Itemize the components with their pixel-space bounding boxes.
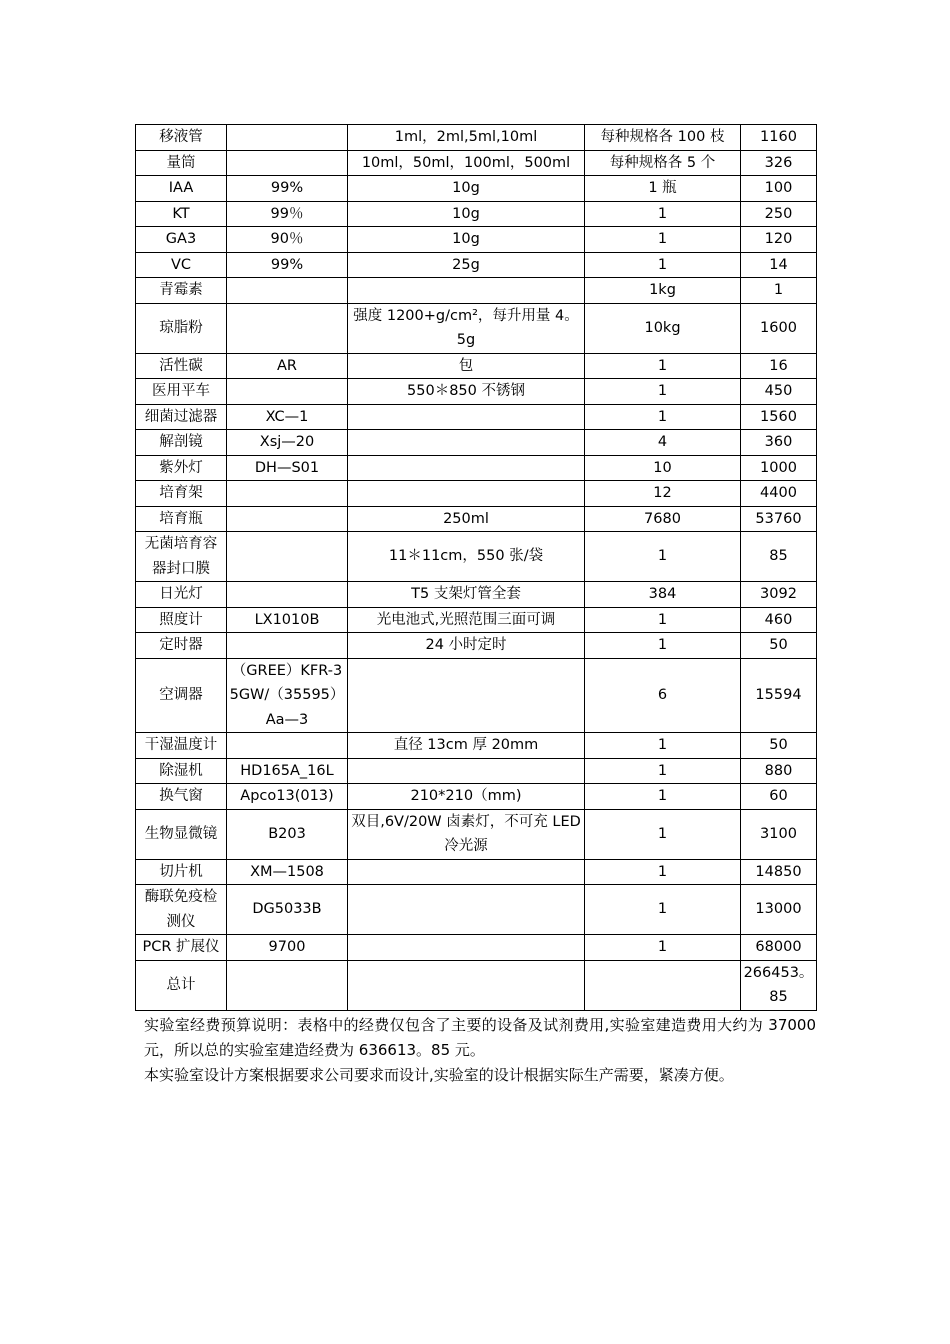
spec-cell — [348, 758, 585, 784]
total-row — [136, 960, 817, 1010]
quantity-cell: 4 — [585, 430, 741, 456]
spec-cell: T5 支架灯管全套 — [348, 582, 585, 608]
table-row — [136, 582, 817, 608]
budget-table — [135, 124, 817, 1011]
notes-section — [135, 1013, 816, 1088]
price-cell: 4400 — [741, 481, 817, 507]
price-cell: 266453。85 — [741, 960, 817, 1010]
quantity-cell — [585, 960, 741, 1010]
quantity-cell: 6 — [585, 658, 741, 733]
model-cell — [227, 532, 348, 582]
item-name-cell: PCR 扩展仪 — [136, 935, 227, 961]
price-cell: 14850 — [741, 859, 817, 885]
model-cell: AR — [227, 353, 348, 379]
item-name-cell: 青霉素 — [136, 278, 227, 304]
price-cell: 250 — [741, 201, 817, 227]
table-row — [136, 227, 817, 253]
table-row — [136, 201, 817, 227]
quantity-cell: 7680 — [585, 506, 741, 532]
spec-cell: 强度 1200+g/cm²，每升用量 4。5g — [348, 303, 585, 353]
model-cell — [227, 278, 348, 304]
spec-cell — [348, 455, 585, 481]
quantity-cell: 1 — [585, 532, 741, 582]
spec-cell — [348, 960, 585, 1010]
spec-cell: 250ml — [348, 506, 585, 532]
model-cell — [227, 633, 348, 659]
spec-cell — [348, 885, 585, 935]
price-cell: 460 — [741, 607, 817, 633]
table-row — [136, 379, 817, 405]
price-cell: 3092 — [741, 582, 817, 608]
model-cell — [227, 379, 348, 405]
item-name-cell: GA3 — [136, 227, 227, 253]
design-note: 本实验室设计方案根据要求公司要求而设计,实验室的设计根据实际生产需要，紧凑方便。 — [144, 1065, 734, 1084]
item-name-cell: 换气窗 — [136, 784, 227, 810]
table-row — [136, 125, 817, 151]
spec-cell — [348, 658, 585, 733]
price-cell: 3100 — [741, 809, 817, 859]
table-row — [136, 176, 817, 202]
price-cell: 85 — [741, 532, 817, 582]
price-cell: 450 — [741, 379, 817, 405]
price-cell: 1560 — [741, 404, 817, 430]
item-name-cell: VC — [136, 252, 227, 278]
price-cell: 68000 — [741, 935, 817, 961]
price-cell: 15594 — [741, 658, 817, 733]
quantity-cell: 1 — [585, 784, 741, 810]
table-row — [136, 733, 817, 759]
price-cell: 50 — [741, 633, 817, 659]
quantity-cell: 每种规格各 5 个 — [585, 150, 741, 176]
table-row — [136, 758, 817, 784]
item-name-cell: IAA — [136, 176, 227, 202]
table-row — [136, 506, 817, 532]
model-cell — [227, 506, 348, 532]
item-name-cell: 量筒 — [136, 150, 227, 176]
quantity-cell: 384 — [585, 582, 741, 608]
quantity-cell: 12 — [585, 481, 741, 507]
table-row — [136, 607, 817, 633]
model-cell: XM—1508 — [227, 859, 348, 885]
spec-cell — [348, 859, 585, 885]
model-cell — [227, 481, 348, 507]
quantity-cell: 每种规格各 100 枝 — [585, 125, 741, 151]
price-cell: 880 — [741, 758, 817, 784]
spec-cell: 24 小时定时 — [348, 633, 585, 659]
item-name-cell: 培育瓶 — [136, 506, 227, 532]
quantity-cell: 1 — [585, 633, 741, 659]
spec-cell: 双目,6V/20W 卤素灯，不可充 LED 冷光源 — [348, 809, 585, 859]
table-row — [136, 353, 817, 379]
table-row — [136, 633, 817, 659]
quantity-cell: 1 — [585, 859, 741, 885]
price-cell: 14 — [741, 252, 817, 278]
quantity-cell: 1 — [585, 227, 741, 253]
item-name-cell: 紫外灯 — [136, 455, 227, 481]
document-page — [135, 124, 816, 1088]
model-cell: 90％ — [227, 227, 348, 253]
table-row — [136, 532, 817, 582]
price-cell: 60 — [741, 784, 817, 810]
quantity-cell: 1 — [585, 201, 741, 227]
model-cell: 99％ — [227, 201, 348, 227]
quantity-cell: 1 — [585, 404, 741, 430]
model-cell: DG5033B — [227, 885, 348, 935]
spec-cell: 25g — [348, 252, 585, 278]
model-cell — [227, 303, 348, 353]
quantity-cell: 1 — [585, 353, 741, 379]
price-cell: 360 — [741, 430, 817, 456]
quantity-cell: 1 — [585, 379, 741, 405]
item-name-cell: 无菌培育容器封口膜 — [136, 532, 227, 582]
item-name-cell: 医用平车 — [136, 379, 227, 405]
price-cell: 1160 — [741, 125, 817, 151]
table-row — [136, 481, 817, 507]
item-name-cell: 照度计 — [136, 607, 227, 633]
model-cell: 99% — [227, 252, 348, 278]
price-cell: 100 — [741, 176, 817, 202]
model-cell: （GREE）KFR-35GW/（35595）Aa—3 — [227, 658, 348, 733]
table-row — [136, 278, 817, 304]
item-name-cell: 活性碳 — [136, 353, 227, 379]
quantity-cell: 1 瓶 — [585, 176, 741, 202]
table-row — [136, 859, 817, 885]
quantity-cell: 1 — [585, 252, 741, 278]
table-row — [136, 303, 817, 353]
item-name-cell: 除湿机 — [136, 758, 227, 784]
model-cell: 99% — [227, 176, 348, 202]
model-cell: XC—1 — [227, 404, 348, 430]
spec-cell: 210*210（mm) — [348, 784, 585, 810]
spec-cell — [348, 430, 585, 456]
table-row — [136, 150, 817, 176]
quantity-cell: 1 — [585, 733, 741, 759]
price-cell: 16 — [741, 353, 817, 379]
table-row — [136, 658, 817, 733]
spec-cell: 1ml，2ml,5ml,10ml — [348, 125, 585, 151]
item-name-cell: 空调器 — [136, 658, 227, 733]
spec-cell: 包 — [348, 353, 585, 379]
price-cell: 13000 — [741, 885, 817, 935]
spec-cell — [348, 278, 585, 304]
price-cell: 1 — [741, 278, 817, 304]
price-cell: 1000 — [741, 455, 817, 481]
item-name-cell: 酶联免疫检测仪 — [136, 885, 227, 935]
table-row — [136, 935, 817, 961]
model-cell — [227, 125, 348, 151]
quantity-cell: 10 — [585, 455, 741, 481]
spec-cell — [348, 404, 585, 430]
item-name-cell: 琼脂粉 — [136, 303, 227, 353]
item-name-cell: 解剖镜 — [136, 430, 227, 456]
budget-note: 实验室经费预算说明：表格中的经费仅包含了主要的设备及试剂费用,实验室建造费用大约为 37000 元，所以总的实验室建造经费为 636613。85 元。 — [144, 1015, 816, 1059]
model-cell: LX1010B — [227, 607, 348, 633]
price-cell: 120 — [741, 227, 817, 253]
item-name-cell: 培育架 — [136, 481, 227, 507]
model-cell: 9700 — [227, 935, 348, 961]
table-row — [136, 885, 817, 935]
model-cell: DH—S01 — [227, 455, 348, 481]
price-cell: 326 — [741, 150, 817, 176]
model-cell: Apco13(013) — [227, 784, 348, 810]
model-cell — [227, 960, 348, 1010]
table-row — [136, 404, 817, 430]
price-cell: 50 — [741, 733, 817, 759]
model-cell: Xsj—20 — [227, 430, 348, 456]
spec-cell: 10g — [348, 176, 585, 202]
table-row — [136, 455, 817, 481]
item-name-cell: 日光灯 — [136, 582, 227, 608]
quantity-cell: 1 — [585, 809, 741, 859]
quantity-cell: 1 — [585, 935, 741, 961]
table-row — [136, 784, 817, 810]
table-row — [136, 809, 817, 859]
item-name-cell: 定时器 — [136, 633, 227, 659]
quantity-cell: 1 — [585, 758, 741, 784]
model-cell: B203 — [227, 809, 348, 859]
model-cell: HD165A_16L — [227, 758, 348, 784]
spec-cell: 10g — [348, 201, 585, 227]
item-name-cell: 生物显微镜 — [136, 809, 227, 859]
item-name-cell: 切片机 — [136, 859, 227, 885]
spec-cell: 光电池式,光照范围三面可调 — [348, 607, 585, 633]
model-cell — [227, 733, 348, 759]
quantity-cell: 1kg — [585, 278, 741, 304]
table-row — [136, 252, 817, 278]
spec-cell: 550＊850 不锈钢 — [348, 379, 585, 405]
spec-cell: 10ml，50ml，100ml，500ml — [348, 150, 585, 176]
item-name-cell: KT — [136, 201, 227, 227]
spec-cell: 直径 13cm 厚 20mm — [348, 733, 585, 759]
spec-cell: 11＊11cm，550 张/袋 — [348, 532, 585, 582]
spec-cell — [348, 935, 585, 961]
item-name-cell: 干湿温度计 — [136, 733, 227, 759]
budget-table-body — [136, 125, 817, 1011]
spec-cell — [348, 481, 585, 507]
item-name-cell: 移液管 — [136, 125, 227, 151]
quantity-cell: 10kg — [585, 303, 741, 353]
price-cell: 53760 — [741, 506, 817, 532]
quantity-cell: 1 — [585, 885, 741, 935]
quantity-cell: 1 — [585, 607, 741, 633]
item-name-cell: 细菌过滤器 — [136, 404, 227, 430]
model-cell — [227, 150, 348, 176]
spec-cell: 10g — [348, 227, 585, 253]
model-cell — [227, 582, 348, 608]
item-name-cell: 总计 — [136, 960, 227, 1010]
table-row — [136, 430, 817, 456]
price-cell: 1600 — [741, 303, 817, 353]
